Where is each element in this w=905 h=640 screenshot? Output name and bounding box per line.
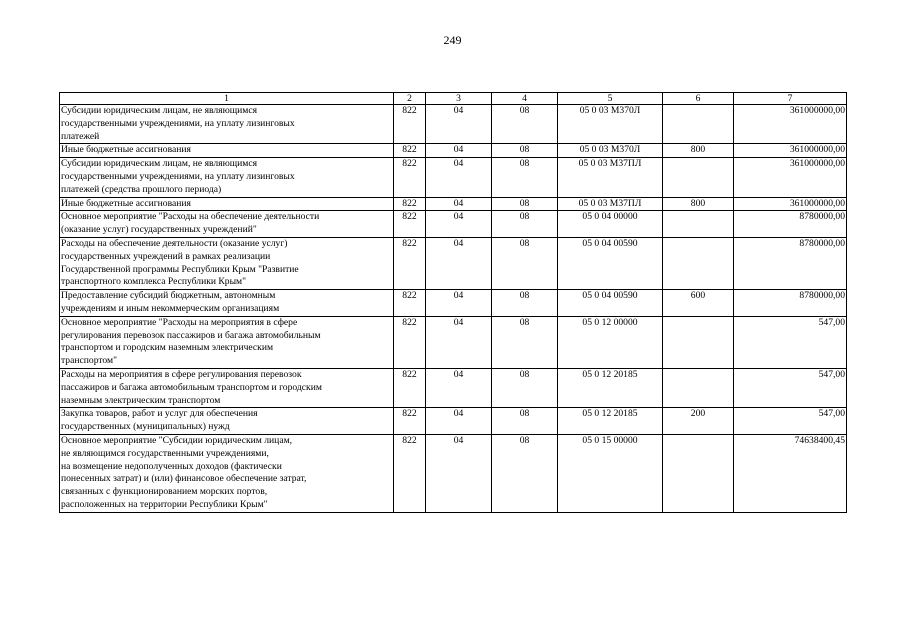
row-target-code: 05 0 04 00590: [558, 237, 663, 289]
description-line: государственными учреждениями, на уплату лизинговых: [61, 170, 295, 182]
description-line: платежей: [61, 130, 100, 142]
row-amount: 8780000,00: [734, 290, 847, 317]
row-section-code: 04: [426, 144, 492, 158]
description-line: транспортного комплекса Республики Крым": [61, 276, 247, 288]
row-ministry-code: 822: [394, 158, 426, 197]
description-line: транспортом": [61, 355, 118, 367]
row-amount: 547,00: [734, 408, 847, 435]
row-target-code: 05 0 04 00000: [558, 211, 663, 238]
description-line: Субсидии юридическим лицам, не являющимся: [61, 158, 258, 170]
row-expense-type: [663, 158, 734, 197]
table-header-row: [60, 93, 847, 105]
table-row: [60, 368, 847, 407]
row-description: [60, 158, 394, 197]
description-line: Расходы на обеспечение деятельности (оказание услуг): [61, 237, 288, 249]
header-cell-5: 5: [558, 93, 663, 105]
table-row: [60, 290, 847, 317]
row-section-code: 04: [426, 158, 492, 197]
table-row: [60, 434, 847, 512]
row-ministry-code: 822: [394, 237, 426, 289]
row-description: [60, 290, 394, 317]
row-description: [60, 316, 394, 368]
table-row: [60, 144, 847, 158]
description-line: Государственной программы Республики Крым "Развитие: [61, 263, 299, 275]
row-amount: 8780000,00: [734, 237, 847, 289]
row-ministry-code: 822: [394, 408, 426, 435]
row-description: [60, 197, 394, 211]
row-target-code: 05 0 03 М370Л: [558, 105, 663, 144]
row-expense-type: [663, 368, 734, 407]
description-line: Субсидии юридическим лицам, не являющимся: [61, 105, 258, 116]
description-line: Основное мероприятие "Расходы на обеспечение деятельности: [61, 211, 320, 223]
row-expense-type: [663, 105, 734, 144]
row-description: [60, 408, 394, 435]
description-line: Иные бюджетные ассигнования: [61, 144, 191, 156]
row-amount: 547,00: [734, 368, 847, 407]
page-number: 249: [443, 33, 462, 47]
description-line: регулирования перевозок пассажиров и багажа автомобильным: [61, 329, 321, 341]
description-line: государственных учреждений в рамках реализации: [61, 250, 271, 262]
row-ministry-code: 822: [394, 290, 426, 317]
row-section-code: 04: [426, 211, 492, 238]
budget-table: [59, 92, 847, 513]
row-ministry-code: 822: [394, 316, 426, 368]
row-expense-type: 800: [663, 197, 734, 211]
description-line: понесенных затрат) и (или) финансовое обеспечение затрат,: [61, 473, 307, 485]
table-row: [60, 158, 847, 197]
row-expense-type: [663, 237, 734, 289]
row-target-code: 05 0 03 М37ПЛ: [558, 197, 663, 211]
row-target-code: 05 0 12 00000: [558, 316, 663, 368]
row-ministry-code: 822: [394, 197, 426, 211]
table-row: [60, 105, 847, 144]
row-subsection-code: 08: [492, 408, 558, 435]
description-line: Иные бюджетные ассигнования: [61, 197, 191, 209]
description-line: государственными учреждениями, на уплату лизинговых: [61, 117, 295, 129]
description-line: платежей (средства прошлого периода): [61, 183, 222, 195]
header-cell-4: 4: [492, 93, 558, 105]
row-description: [60, 434, 394, 512]
description-line: Расходы на мероприятия в сфере регулирования перевозок: [61, 368, 302, 380]
row-section-code: 04: [426, 316, 492, 368]
description-line: Предоставление субсидий бюджетным, автономным: [61, 290, 276, 302]
row-target-code: 05 0 03 М370Л: [558, 144, 663, 158]
table-row: [60, 211, 847, 238]
row-description: [60, 237, 394, 289]
row-description: [60, 211, 394, 238]
row-amount: 361000000,00: [734, 144, 847, 158]
row-description: [60, 144, 394, 158]
description-line: наземным электрическим транспортом: [61, 394, 221, 406]
header-cell-2: 2: [394, 93, 426, 105]
row-subsection-code: 08: [492, 144, 558, 158]
table-row: [60, 197, 847, 211]
description-line: (оказание услуг) государственных учреждений": [61, 224, 257, 236]
description-line: не являющимся государственными учреждениями,: [61, 447, 269, 459]
row-section-code: 04: [426, 105, 492, 144]
row-amount: 361000000,00: [734, 158, 847, 197]
description-line: транспортом и городским наземным электрическим: [61, 342, 274, 354]
row-amount: 361000000,00: [734, 197, 847, 211]
header-cell-6: 6: [663, 93, 734, 105]
row-subsection-code: 08: [492, 237, 558, 289]
row-expense-type: 200: [663, 408, 734, 435]
row-amount: 74638400,45: [734, 434, 847, 512]
row-amount: 361000000,00: [734, 105, 847, 144]
row-target-code: 05 0 15 00000: [558, 434, 663, 512]
description-line: Основное мероприятие "Субсидии юридическим лицам,: [61, 434, 293, 446]
row-ministry-code: 822: [394, 434, 426, 512]
row-expense-type: 600: [663, 290, 734, 317]
description-line: на возмещение недополученных доходов (фактически: [61, 460, 282, 472]
row-subsection-code: 08: [492, 290, 558, 317]
row-section-code: 04: [426, 408, 492, 435]
row-amount: 547,00: [734, 316, 847, 368]
row-section-code: 04: [426, 434, 492, 512]
description-line: Закупка товаров, работ и услуг для обеспечения: [61, 408, 258, 420]
description-line: учреждениям и иным некоммерческим организациям: [61, 302, 280, 314]
description-line: пассажиров и багажа автомобильным транспортом и городским: [61, 381, 322, 393]
description-line: расположенных на территории Республики Крым": [61, 498, 268, 510]
row-target-code: 05 0 03 М37ПЛ: [558, 158, 663, 197]
row-subsection-code: 08: [492, 368, 558, 407]
row-subsection-code: 08: [492, 197, 558, 211]
row-section-code: 04: [426, 237, 492, 289]
row-ministry-code: 822: [394, 144, 426, 158]
description-line: связанных с функционированием морских портов,: [61, 486, 268, 498]
row-subsection-code: 08: [492, 434, 558, 512]
row-subsection-code: 08: [492, 211, 558, 238]
row-section-code: 04: [426, 290, 492, 317]
row-description: [60, 105, 394, 144]
row-ministry-code: 822: [394, 368, 426, 407]
description-line: Основное мероприятие "Расходы на мероприятия в сфере: [61, 316, 298, 328]
row-target-code: 05 0 12 20185: [558, 368, 663, 407]
description-line: государственных (муниципальных) нужд: [61, 421, 230, 433]
row-description: [60, 368, 394, 407]
header-cell-1: 1: [60, 93, 394, 105]
table-row: [60, 316, 847, 368]
row-expense-type: [663, 211, 734, 238]
row-target-code: 05 0 04 00590: [558, 290, 663, 317]
row-ministry-code: 822: [394, 105, 426, 144]
row-subsection-code: 08: [492, 316, 558, 368]
row-expense-type: [663, 434, 734, 512]
row-target-code: 05 0 12 20185: [558, 408, 663, 435]
row-ministry-code: 822: [394, 211, 426, 238]
table-row: [60, 408, 847, 435]
row-expense-type: [663, 316, 734, 368]
row-subsection-code: 08: [492, 105, 558, 144]
row-section-code: 04: [426, 197, 492, 211]
header-cell-7: 7: [734, 93, 847, 105]
table-row: [60, 237, 847, 289]
header-cell-3: 3: [426, 93, 492, 105]
row-section-code: 04: [426, 368, 492, 407]
row-expense-type: 800: [663, 144, 734, 158]
row-amount: 8780000,00: [734, 211, 847, 238]
row-subsection-code: 08: [492, 158, 558, 197]
